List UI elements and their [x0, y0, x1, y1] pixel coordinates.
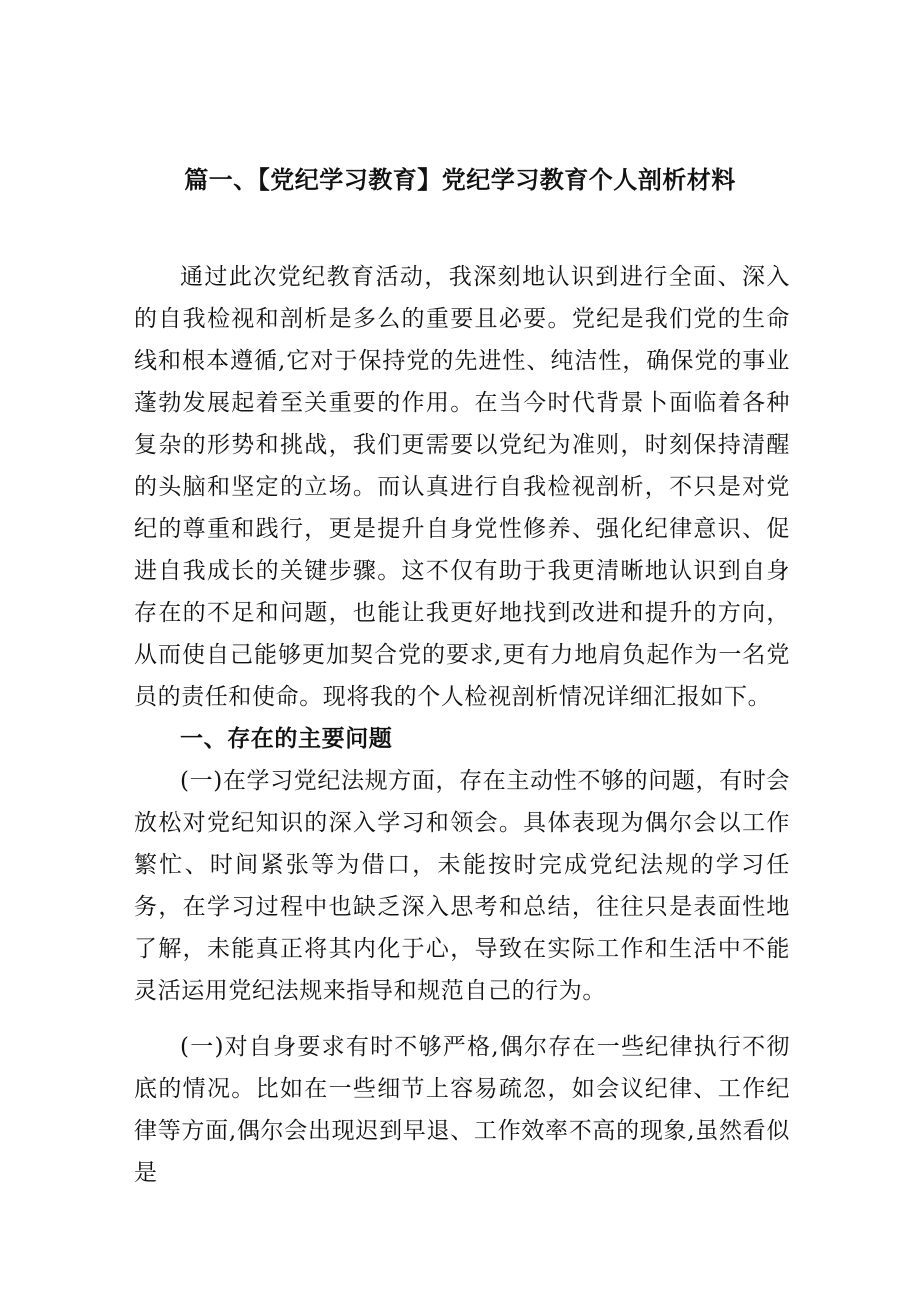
- document-body: [134, 256, 790, 1194]
- problem-paragraph-1: (一)在学习党纪法规方面，存在主动性不够的问题，有时会放松对党纪知识的深入学习和领会。具体表现为偶尔会以工作繁忙、时间紧张等为借口，未能按时完成党纪法规的学习任务，在学习过程中也缺乏深入思考和总结，往往只是表面性地了解，未能真正将其内化于心，导致在实际工作和生活中不能灵活运用党纪法规来指导和规范自己的行为。: [134, 768, 790, 1004]
- section-heading: 一、存在的主要问题: [180, 725, 393, 752]
- document-title: 篇一、【党纪学习教育】党纪学习教育个人剖析材料: [184, 165, 736, 194]
- problem-paragraph-2: (一)对自身要求有时不够严格,偶尔存在一些纪律执行不彻底的情况。比如在一些细节上容易疏忽，如会议纪律、工作纪律等方面,偶尔会出现迟到早退、工作效率不高的现象,虽然看似是: [134, 1034, 790, 1186]
- intro-paragraph: 通过此次党纪教育活动，我深刻地认识到进行全面、深入的自我检视和剖析是多么的重要且必要。党纪是我们党的生命线和根本遵循,它对于保持党的先进性、纯洁性，确保党的事业蓬勃发展起着至关重要的作用。在当今时代背景卜面临着各种复杂的形势和挑战，我们更需要以党纪为准则，时刻保持清醒的头脑和坚定的立场。而认真进行自我检视剖析，不只是对党纪的尊重和践行，更是提升自身党性修养、强化纪律意识、促进自我成长的关键步骤。这不仅有助于我更清晰地认识到自身存在的不足和问题，也能让我更好地找到改进和提升的方向，从而使自己能够更加契合党的要求,更有力地肩负起作为一名党员的责任和使命。现将我的个人检视剖析情况详细汇报如下。: [134, 264, 790, 710]
